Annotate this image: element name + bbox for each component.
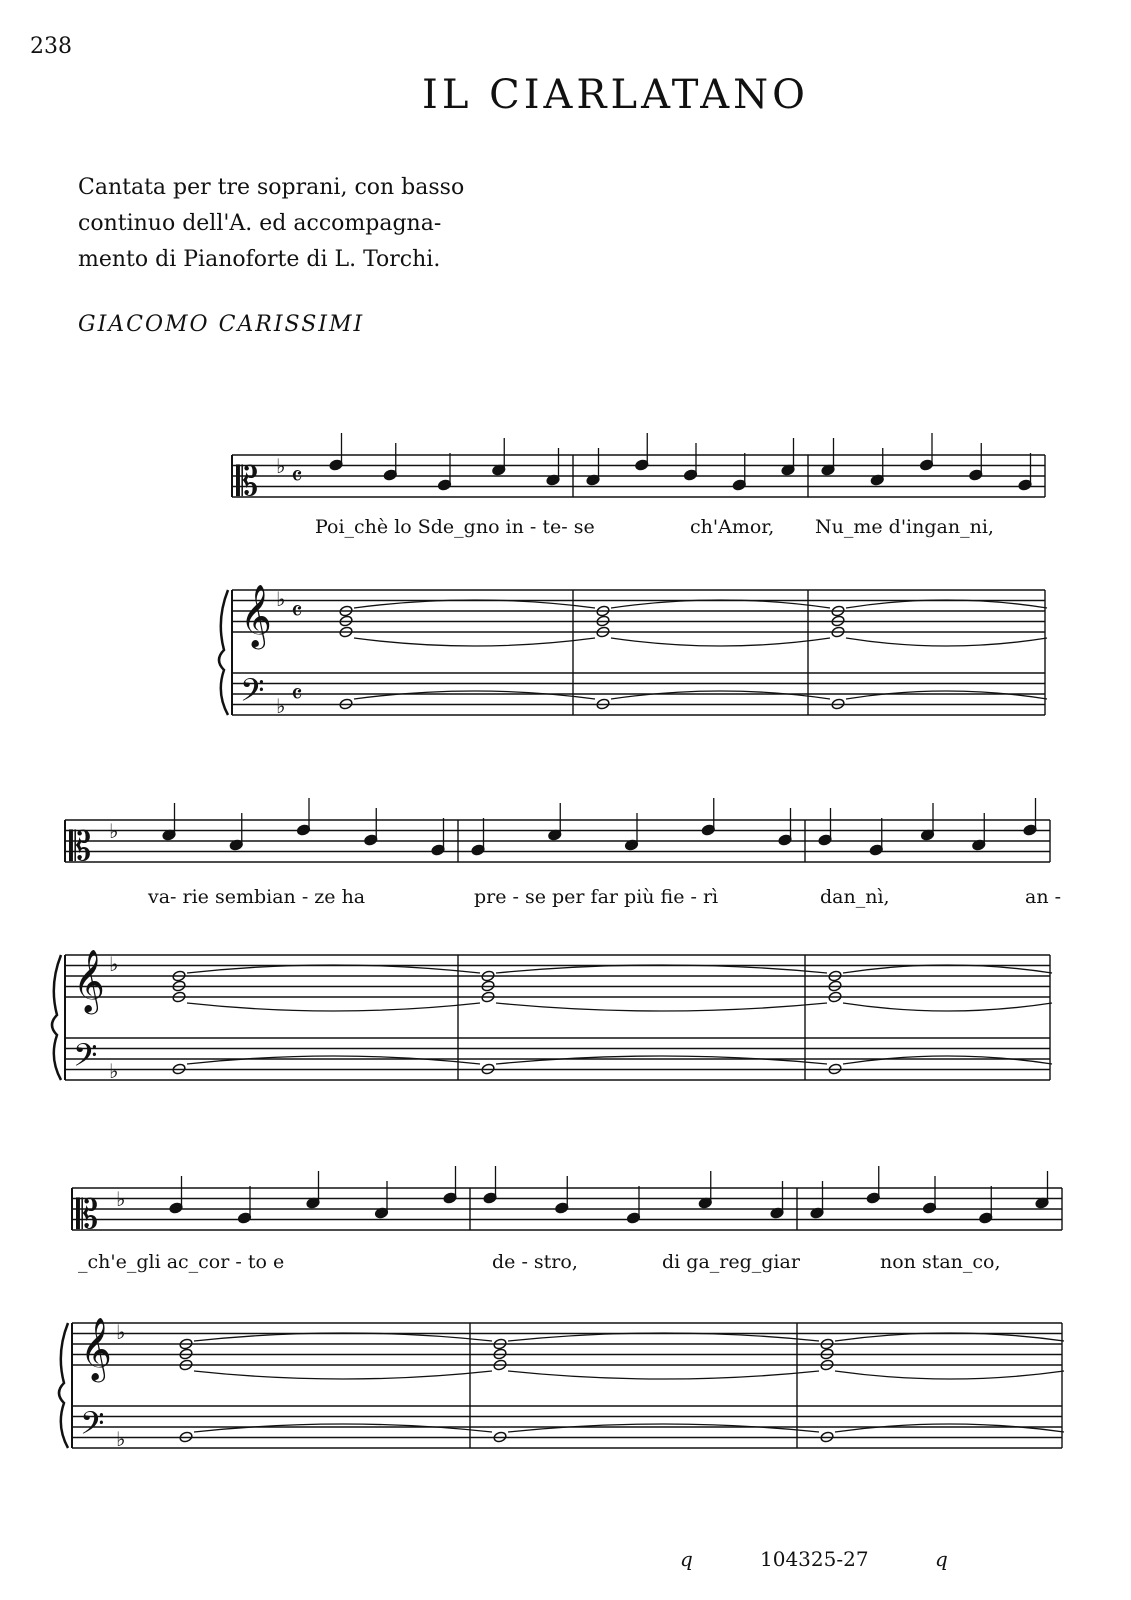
bass-clef-icon: 𝄢 bbox=[73, 1037, 98, 1081]
bass-clef-icon: 𝄢 bbox=[80, 1405, 105, 1449]
footer-mark-left: q bbox=[680, 1547, 693, 1571]
piano-brace bbox=[52, 955, 61, 1080]
lyric-text: ch'Amor, bbox=[690, 516, 775, 538]
flat-key-signature-icon: ♭ bbox=[109, 819, 119, 843]
tie-arc bbox=[835, 1371, 1064, 1379]
common-time-icon: 𝄴 bbox=[291, 462, 303, 492]
lyric-text: di ga_reg_giar bbox=[662, 1251, 800, 1273]
subtitle-line: mento di Pianoforte di L. Torchi. bbox=[78, 247, 441, 272]
flat-key-signature-icon: ♭ bbox=[116, 1187, 126, 1211]
lyric-text: non stan_co, bbox=[880, 1251, 1001, 1273]
c-clef-icon: 𝄡 bbox=[76, 1192, 99, 1238]
tie-arc bbox=[496, 1003, 827, 1011]
plate-number: 104325-27 bbox=[760, 1547, 869, 1571]
tie-arc bbox=[611, 638, 830, 646]
tie-arc bbox=[611, 691, 830, 699]
footer-mark-right: q bbox=[935, 1547, 948, 1571]
tie-arc bbox=[843, 1056, 1052, 1064]
lyric-text: an - bbox=[1025, 886, 1062, 908]
piano-bass-staff bbox=[232, 673, 1045, 715]
lyric-text: va- rie sembian - ze ha bbox=[148, 886, 366, 908]
tie-arc bbox=[354, 691, 595, 699]
flat-key-signature-icon: ♭ bbox=[276, 454, 286, 478]
piano-treble-staff bbox=[72, 1323, 1062, 1365]
tie-arc bbox=[187, 1056, 480, 1064]
lyric-text: dan_nì, bbox=[820, 886, 890, 908]
lyric-text: Nu_me d'ingan_ni, bbox=[815, 516, 994, 538]
tie-arc bbox=[496, 1056, 827, 1064]
c-clef-icon: 𝄡 bbox=[69, 824, 92, 870]
piano-treble-staff bbox=[232, 590, 1045, 632]
tie-arc bbox=[354, 638, 595, 646]
tie-arc bbox=[508, 1371, 819, 1379]
flat-key-signature-icon: ♭ bbox=[109, 952, 119, 976]
flat-key-signature-icon: ♭ bbox=[109, 1059, 119, 1083]
common-time-icon: 𝄴 bbox=[291, 680, 303, 710]
page-number: 238 bbox=[30, 34, 72, 59]
piano-treble-staff bbox=[65, 955, 1050, 997]
page-title: IL CIARLATANO bbox=[422, 72, 809, 118]
flat-key-signature-icon: ♭ bbox=[276, 694, 286, 718]
tie-arc bbox=[194, 1424, 492, 1432]
tie-arc bbox=[835, 1424, 1064, 1432]
flat-key-signature-icon: ♭ bbox=[116, 1320, 126, 1344]
tie-arc bbox=[846, 638, 1047, 646]
tie-arc bbox=[843, 1003, 1052, 1011]
lyric-text: pre - se per far più fie - rì bbox=[474, 886, 719, 908]
subtitle-line: continuo dell'A. ed accompagna- bbox=[78, 211, 442, 236]
lyric-text: Poi_chè lo Sde_gno in - te- se bbox=[315, 516, 595, 538]
treble-clef-icon: 𝄞 bbox=[73, 949, 105, 1012]
tie-arc bbox=[846, 691, 1047, 699]
treble-clef-icon: 𝄞 bbox=[240, 584, 272, 647]
subtitle-line: Cantata per tre soprani, con basso bbox=[78, 175, 465, 200]
tie-arc bbox=[194, 1371, 492, 1379]
flat-key-signature-icon: ♭ bbox=[276, 587, 286, 611]
tie-arc bbox=[508, 1424, 819, 1432]
lyric-text: _ch'e_gli ac_cor - to e bbox=[78, 1251, 285, 1273]
treble-clef-icon: 𝄞 bbox=[80, 1317, 112, 1380]
lyric-text: de - stro, bbox=[492, 1251, 578, 1273]
common-time-icon: 𝄴 bbox=[291, 597, 303, 627]
piano-brace bbox=[59, 1323, 68, 1448]
flat-key-signature-icon: ♭ bbox=[116, 1427, 126, 1451]
composer-name: GIACOMO CARISSIMI bbox=[78, 312, 365, 337]
voice-staff bbox=[65, 820, 1050, 862]
c-clef-icon: 𝄡 bbox=[236, 459, 259, 505]
piano-brace bbox=[219, 590, 228, 715]
bass-clef-icon: 𝄢 bbox=[240, 672, 265, 716]
tie-arc bbox=[187, 1003, 480, 1011]
